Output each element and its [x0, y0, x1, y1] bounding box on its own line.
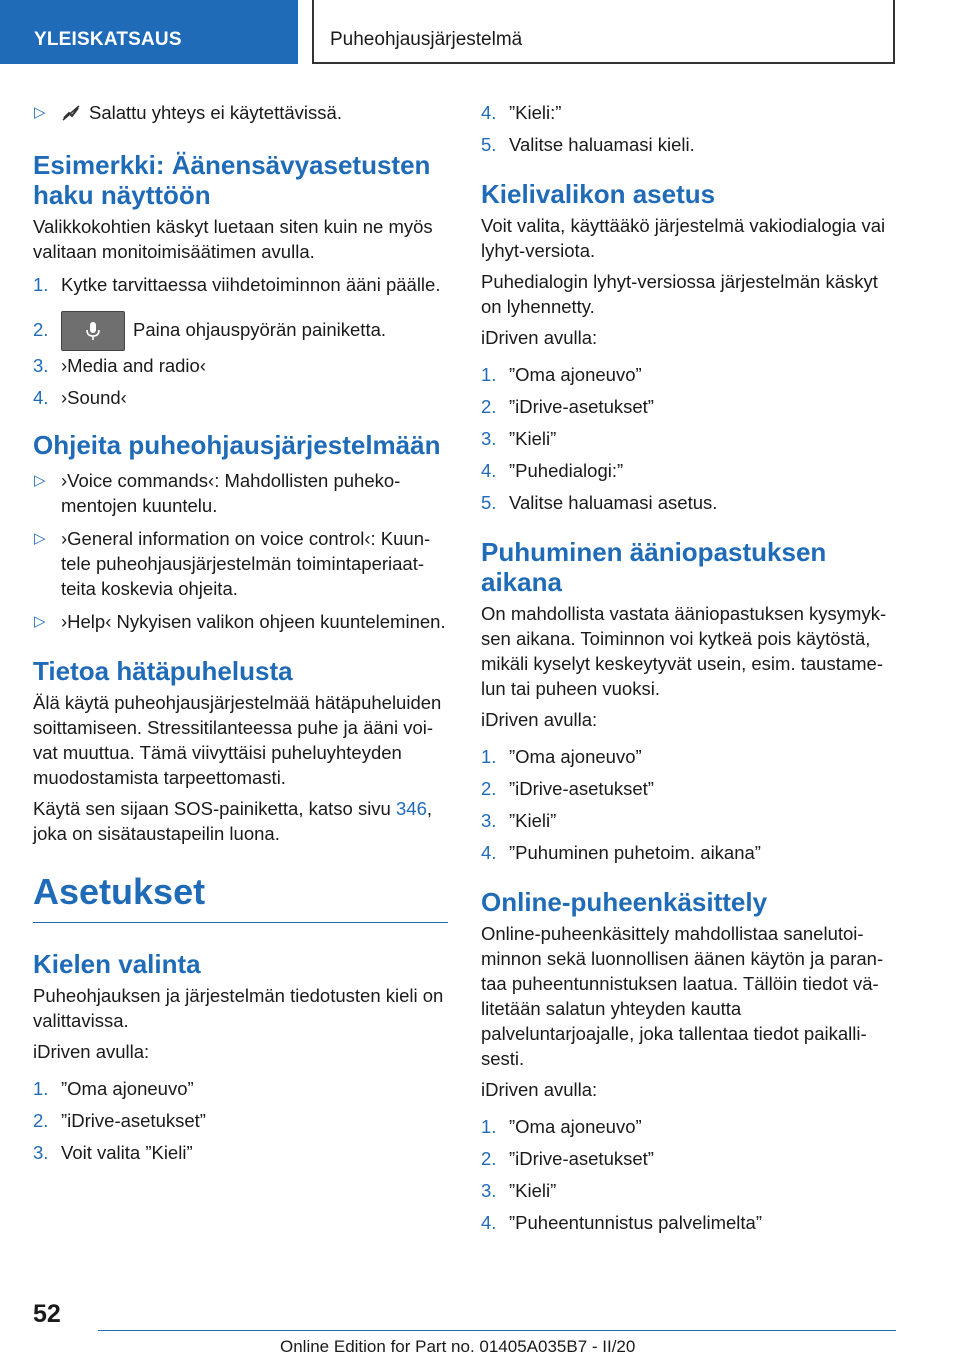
list-item — [481, 100, 896, 125]
step-number: 1. — [481, 1116, 497, 1137]
emergency-text-2 — [33, 796, 448, 846]
idrive-label: iDriven avulla: — [481, 327, 598, 348]
menu-text-2: Puhedialogin lyhyt-versiossa järjestelmän käskyt on lyhennetty. — [481, 271, 878, 317]
crossed-connection-icon — [61, 103, 81, 128]
list-item — [481, 840, 896, 865]
bullet-text: ›General information on voice control‹: Kuuntele puheohjausjärjestelmän toimintaperiaatteita koskevia ohjeita. — [61, 528, 431, 600]
list-item — [481, 458, 896, 483]
list-item — [33, 309, 448, 351]
step-text: ”Oma ajoneuvo” — [509, 364, 642, 385]
step-text: ”iDrive-asetukset” — [509, 778, 654, 799]
step-number: 1. — [33, 1078, 49, 1100]
idrive-label: iDriven avulla: — [33, 1041, 150, 1063]
chapter-title: Puheohjausjärjestelmä — [312, 0, 895, 64]
step-text: ”Kieli” — [509, 428, 557, 449]
speaking-text: On mahdollista vastata ääniopastuksen kysymyksen aikana. Toiminnon voi kytkeä pois käytöstä, mikäli kyselyt keskeytyvät usein, esim. taustamelun tai puheen vuoksi. — [481, 603, 887, 699]
step-text: ”Puhedialogi:” — [509, 460, 624, 481]
step-text: Valitse haluamasi kieli. — [509, 134, 695, 155]
language-heading: Kielen valinta — [33, 949, 201, 980]
triangle-bullet-icon: ▷ — [34, 613, 46, 631]
step-text: ”Puhuminen puhetoim. aikana” — [509, 842, 761, 863]
step-number: 2. — [33, 1110, 49, 1132]
step-number: 2. — [481, 396, 497, 417]
step-number: 3. — [481, 810, 497, 831]
step-number: 4. — [481, 1212, 497, 1233]
list-item — [481, 1210, 896, 1235]
footer-edition: Online Edition for Part no. 01405A035B7 - II/20 — [280, 1337, 636, 1356]
step-number: 2. — [481, 1148, 497, 1169]
list-item — [481, 490, 896, 515]
step-text: ”Oma ajoneuvo” — [509, 1116, 642, 1137]
microphone-icon — [85, 321, 101, 341]
emergency-text-b: , joka on sisätaustapeilin luona. — [33, 798, 433, 845]
step-number: 4. — [481, 102, 497, 123]
list-item — [481, 1114, 896, 1139]
right-column — [481, 100, 896, 1235]
list-item — [481, 776, 896, 801]
triangle-bullet-icon: ▷ — [34, 472, 46, 490]
step-number: 5. — [481, 492, 497, 513]
online-text: Online-puheenkäsittely mahdollistaa sanelutoiminnon sekä luonnollisen äänen käytön ja parantaa puheentunnistuksen laatua. Tällöin tiedot välitetään salatun yhteyden kautta palveluntarjoajalle, joka tallentaa tiedot paikallisesti. — [481, 923, 884, 1069]
list-item — [481, 1146, 896, 1171]
left-column — [33, 100, 448, 1165]
footer-divider — [98, 1330, 896, 1331]
list-item — [481, 744, 896, 769]
page-link-346[interactable]: 346 — [396, 798, 427, 820]
step-text: ”Kieli” — [509, 1180, 557, 1201]
list-item — [33, 468, 448, 518]
emergency-text: Älä käytä puheohjausjärjestelmää hätäpuheluiden soittamiseen. Stressitilanteessa puhe ja ääni voivat muuttua. Tämä viivyttäisi puheluyhteyden muodostamista tarpeettomasti. — [33, 692, 442, 789]
menu-text-1: Voit valita, käyttääkö järjestelmä vakiodialogia vai lyhyt-versiota. — [481, 215, 886, 261]
list-item — [33, 526, 448, 601]
list-item — [33, 385, 448, 410]
step-number: 3. — [481, 1180, 497, 1201]
step-text: ”Oma ajoneuvo” — [61, 1078, 194, 1100]
step-number: 3. — [481, 428, 497, 449]
emergency-heading: Tietoa hätäpuhelusta — [33, 656, 293, 687]
bullet-text: ›Help‹ Nykyisen valikon ohjeen kuunteleminen. — [61, 611, 446, 633]
menu-heading: Kielivalikon asetus — [481, 179, 716, 209]
bullet-encrypted-text: Salattu yhteys ei käytettävissä. — [89, 102, 342, 123]
step-number: 1. — [33, 274, 49, 295]
step-number: 2. — [481, 778, 497, 799]
step-number: 3. — [33, 1142, 49, 1164]
step-number: 5. — [481, 134, 497, 155]
help-heading: Ohjeita puheohjausjärjestelmään — [33, 430, 441, 461]
list-item — [33, 272, 448, 297]
step-text: ›Media and radio‹ — [61, 355, 206, 377]
step-text: ”Kieli:” — [509, 102, 562, 123]
voice-control-button-image — [61, 311, 125, 351]
step-text: ”Puheentunnistus palvelimelta” — [509, 1212, 762, 1233]
triangle-bullet-icon: ▷ — [34, 530, 46, 548]
step-text: ”Kieli” — [509, 810, 557, 831]
step-number: 2. — [33, 319, 49, 340]
section-tab: YLEISKATSAUS — [0, 0, 298, 64]
list-item — [33, 1108, 448, 1133]
step-text: Valitse haluamasi asetus. — [509, 492, 718, 513]
step-text: ”Oma ajoneuvo” — [509, 746, 642, 767]
language-text: Puheohjauksen ja järjestelmän tiedotusten kieli on valittavissa. — [33, 985, 444, 1032]
list-item — [33, 1140, 448, 1165]
step-text: Kytke tarvittaessa viihdetoiminnon ääni päälle. — [61, 274, 441, 295]
list-item — [33, 609, 448, 634]
online-heading: Online-puheenkäsittely — [481, 887, 768, 917]
idrive-label: iDriven avulla: — [481, 709, 598, 730]
step-text: Paina ohjauspyörän painiketta. — [133, 319, 387, 340]
step-number: 4. — [481, 460, 497, 481]
bullet-encrypted — [33, 100, 448, 128]
list-item — [481, 808, 896, 833]
step-text: ”iDrive-asetukset” — [509, 396, 654, 417]
step-text: ”iDrive-asetukset” — [509, 1148, 654, 1169]
list-item — [481, 394, 896, 419]
step-number: 4. — [481, 842, 497, 863]
step-text: Voit valita ”Kieli” — [61, 1142, 193, 1164]
example-heading: Esimerkki: Äänensävyasetusten haku näyttöön — [33, 150, 431, 210]
step-number: 4. — [33, 387, 49, 409]
list-item — [33, 353, 448, 378]
idrive-label: iDriven avulla: — [481, 1079, 598, 1100]
step-number: 3. — [33, 355, 49, 377]
list-item — [33, 1076, 448, 1101]
bullet-text: ›Voice commands‹: Mahdollisten puhekomentojen kuuntelu. — [61, 470, 401, 517]
triangle-bullet-icon: ▷ — [34, 104, 46, 121]
speaking-heading: Puhuminen ääniopastuksen aikana — [481, 537, 827, 597]
example-intro: Valikkokohtien käskyt luetaan siten kuin ne myös valitaan monitoimisäätimen avulla. — [33, 216, 433, 262]
list-item — [481, 1178, 896, 1203]
settings-heading: Asetukset — [33, 872, 448, 923]
list-item — [481, 362, 896, 387]
emergency-text-a: Käytä sen sijaan SOS-painiketta, katso sivu — [33, 798, 396, 820]
step-text: ”iDrive-asetukset” — [61, 1110, 206, 1132]
step-number: 1. — [481, 746, 497, 767]
step-text: ›Sound‹ — [61, 387, 127, 409]
step-number: 1. — [481, 364, 497, 385]
list-item — [481, 426, 896, 451]
list-item — [481, 132, 896, 157]
page-number: 52 — [33, 1300, 61, 1328]
